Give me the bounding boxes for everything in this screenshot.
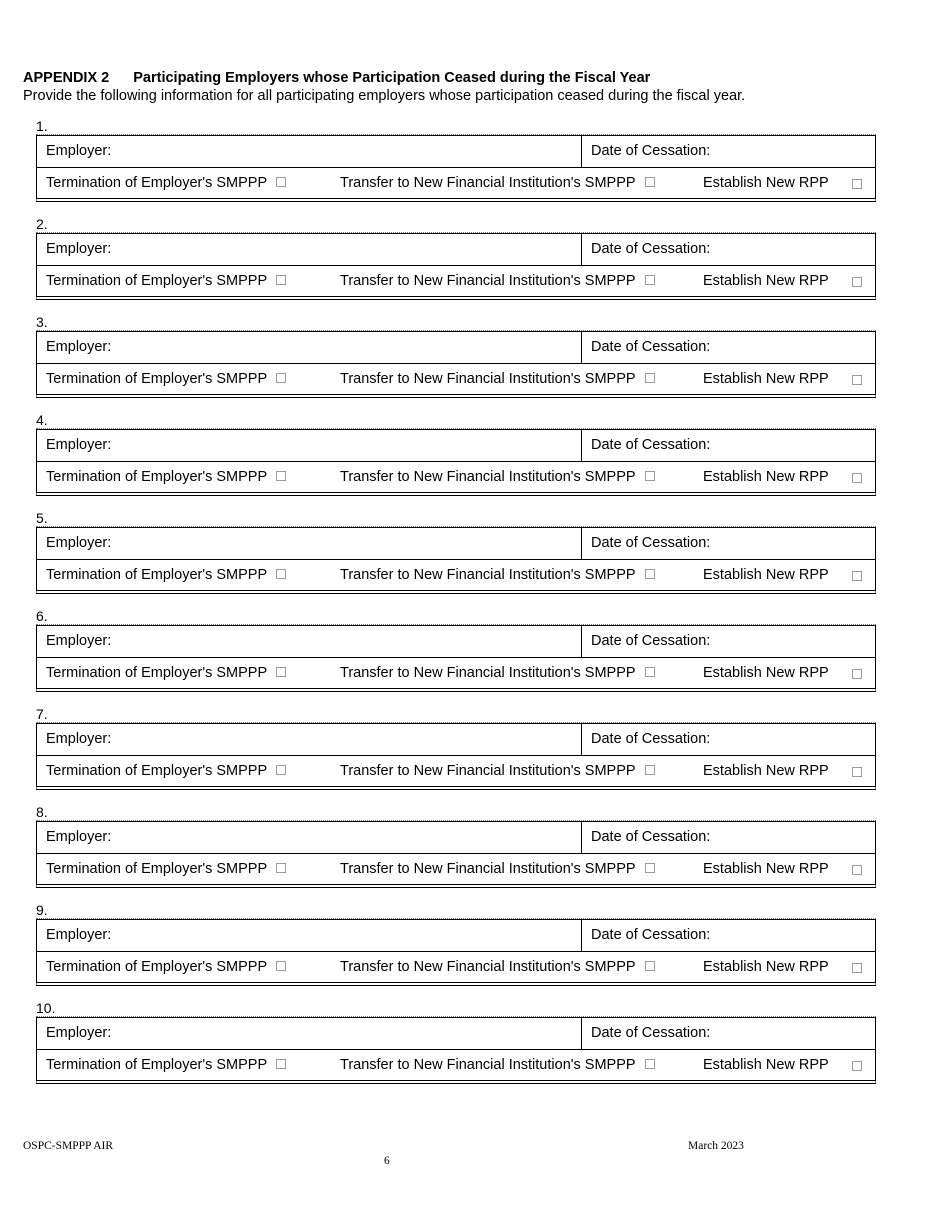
transfer-checkbox[interactable] bbox=[645, 373, 655, 383]
option-termination-label: Termination of Employer's SMPPP bbox=[46, 763, 268, 779]
employer-label: Employer: bbox=[46, 829, 112, 845]
date-of-cessation-label: Date of Cessation: bbox=[591, 731, 711, 747]
entry-number: 1. bbox=[36, 118, 876, 135]
date-of-cessation-field[interactable] bbox=[582, 234, 875, 265]
entry-box bbox=[36, 1017, 876, 1084]
entry-row-details bbox=[37, 136, 875, 168]
transfer-checkbox[interactable] bbox=[645, 765, 655, 775]
date-of-cessation-label: Date of Cessation: bbox=[591, 927, 711, 943]
entry-row-options bbox=[37, 756, 875, 786]
option-transfer-label: Transfer to New Financial Institution's SMPPP bbox=[340, 371, 636, 387]
transfer-checkbox[interactable] bbox=[645, 177, 655, 187]
option-transfer-label: Transfer to New Financial Institution's SMPPP bbox=[340, 763, 636, 779]
employer-field[interactable] bbox=[37, 626, 582, 657]
option-transfer-label: Transfer to New Financial Institution's SMPPP bbox=[340, 959, 636, 975]
option-transfer-label: Transfer to New Financial Institution's SMPPP bbox=[340, 1057, 636, 1073]
page-title bbox=[23, 70, 650, 86]
entry-row-options bbox=[37, 854, 875, 884]
date-of-cessation-field[interactable] bbox=[582, 430, 875, 461]
date-of-cessation-label: Date of Cessation: bbox=[591, 437, 711, 453]
option-termination bbox=[46, 266, 286, 296]
option-new-rpp bbox=[703, 364, 829, 394]
option-new-rpp-label: Establish New RPP bbox=[703, 861, 829, 877]
entry-number: 8. bbox=[36, 804, 876, 821]
employer-label: Employer: bbox=[46, 731, 112, 747]
option-termination-label: Termination of Employer's SMPPP bbox=[46, 861, 268, 877]
employer-label: Employer: bbox=[46, 633, 112, 649]
transfer-checkbox[interactable] bbox=[645, 471, 655, 481]
transfer-checkbox[interactable] bbox=[645, 667, 655, 677]
option-new-rpp bbox=[703, 756, 829, 786]
option-termination bbox=[46, 1050, 286, 1080]
option-new-rpp bbox=[703, 168, 829, 198]
employer-entry-1 bbox=[36, 118, 876, 202]
option-transfer bbox=[340, 462, 655, 492]
option-transfer bbox=[340, 658, 655, 688]
entry-box bbox=[36, 429, 876, 496]
option-termination-label: Termination of Employer's SMPPP bbox=[46, 175, 268, 191]
option-transfer-label: Transfer to New Financial Institution's SMPPP bbox=[340, 567, 636, 583]
employer-entry-9 bbox=[36, 902, 876, 986]
termination-checkbox[interactable] bbox=[276, 569, 286, 579]
option-new-rpp bbox=[703, 462, 829, 492]
page-number: 6 bbox=[384, 1155, 390, 1167]
option-termination bbox=[46, 168, 286, 198]
entry-number: 5. bbox=[36, 510, 876, 527]
termination-checkbox[interactable] bbox=[276, 667, 286, 677]
date-of-cessation-field[interactable] bbox=[582, 920, 875, 951]
employer-entry-3 bbox=[36, 314, 876, 398]
employer-entry-8 bbox=[36, 804, 876, 888]
entry-number: 9. bbox=[36, 902, 876, 919]
option-termination bbox=[46, 560, 286, 590]
termination-checkbox[interactable] bbox=[276, 275, 286, 285]
option-new-rpp-label: Establish New RPP bbox=[703, 959, 829, 975]
option-new-rpp-label: Establish New RPP bbox=[703, 469, 829, 485]
entry-row-details bbox=[37, 528, 875, 560]
option-termination-label: Termination of Employer's SMPPP bbox=[46, 567, 268, 583]
option-termination-label: Termination of Employer's SMPPP bbox=[46, 469, 268, 485]
new-rpp-checkbox[interactable] bbox=[852, 669, 862, 679]
new-rpp-checkbox[interactable] bbox=[852, 865, 862, 875]
option-termination bbox=[46, 658, 286, 688]
entry-row-details bbox=[37, 822, 875, 854]
employer-field[interactable] bbox=[37, 332, 582, 363]
employer-entry-10 bbox=[36, 1000, 876, 1084]
employer-field[interactable] bbox=[37, 234, 582, 265]
employer-field[interactable] bbox=[37, 920, 582, 951]
option-new-rpp bbox=[703, 854, 829, 884]
new-rpp-checkbox[interactable] bbox=[852, 767, 862, 777]
entry-number: 2. bbox=[36, 216, 876, 233]
employer-label: Employer: bbox=[46, 143, 112, 159]
entry-box bbox=[36, 625, 876, 692]
transfer-checkbox[interactable] bbox=[645, 961, 655, 971]
employer-entry-4 bbox=[36, 412, 876, 496]
employer-entry-2 bbox=[36, 216, 876, 300]
option-new-rpp-label: Establish New RPP bbox=[703, 1057, 829, 1073]
entry-row-options bbox=[37, 952, 875, 982]
date-of-cessation-label: Date of Cessation: bbox=[591, 633, 711, 649]
entry-box bbox=[36, 331, 876, 398]
option-new-rpp-label: Establish New RPP bbox=[703, 567, 829, 583]
new-rpp-checkbox[interactable] bbox=[852, 179, 862, 189]
option-transfer bbox=[340, 364, 655, 394]
employer-entry-7 bbox=[36, 706, 876, 790]
employer-label: Employer: bbox=[46, 1025, 112, 1041]
employer-label: Employer: bbox=[46, 535, 112, 551]
employer-label: Employer: bbox=[46, 927, 112, 943]
date-of-cessation-field[interactable] bbox=[582, 136, 875, 167]
appendix-label: APPENDIX 2 bbox=[23, 70, 110, 86]
termination-checkbox[interactable] bbox=[276, 961, 286, 971]
option-new-rpp-label: Establish New RPP bbox=[703, 665, 829, 681]
entry-row-details bbox=[37, 626, 875, 658]
option-termination bbox=[46, 952, 286, 982]
date-of-cessation-label: Date of Cessation: bbox=[591, 1025, 711, 1041]
option-transfer-label: Transfer to New Financial Institution's SMPPP bbox=[340, 665, 636, 681]
entry-row-details bbox=[37, 332, 875, 364]
option-transfer bbox=[340, 1050, 655, 1080]
date-of-cessation-field[interactable] bbox=[582, 626, 875, 657]
employer-field[interactable] bbox=[37, 724, 582, 755]
option-new-rpp-label: Establish New RPP bbox=[703, 763, 829, 779]
instructions: Provide the following information for all participating employers whose participation ceased during the fiscal year. bbox=[23, 88, 746, 104]
option-transfer-label: Transfer to New Financial Institution's SMPPP bbox=[340, 273, 636, 289]
option-new-rpp bbox=[703, 1050, 829, 1080]
option-termination-label: Termination of Employer's SMPPP bbox=[46, 959, 268, 975]
date-of-cessation-label: Date of Cessation: bbox=[591, 143, 711, 159]
option-termination bbox=[46, 854, 286, 884]
employer-field[interactable] bbox=[37, 822, 582, 853]
transfer-checkbox[interactable] bbox=[645, 275, 655, 285]
date-of-cessation-field[interactable] bbox=[582, 528, 875, 559]
date-of-cessation-field[interactable] bbox=[582, 822, 875, 853]
employer-field[interactable] bbox=[37, 430, 582, 461]
option-transfer-label: Transfer to New Financial Institution's SMPPP bbox=[340, 175, 636, 191]
entry-number: 4. bbox=[36, 412, 876, 429]
entry-box bbox=[36, 135, 876, 202]
option-new-rpp-label: Establish New RPP bbox=[703, 371, 829, 387]
termination-checkbox[interactable] bbox=[276, 471, 286, 481]
entry-box bbox=[36, 233, 876, 300]
entry-row-options bbox=[37, 1050, 875, 1080]
option-new-rpp bbox=[703, 658, 829, 688]
date-of-cessation-label: Date of Cessation: bbox=[591, 241, 711, 257]
entry-number: 3. bbox=[36, 314, 876, 331]
date-of-cessation-field[interactable] bbox=[582, 1018, 875, 1049]
option-transfer bbox=[340, 266, 655, 296]
employer-label: Employer: bbox=[46, 437, 112, 453]
entry-row-options bbox=[37, 168, 875, 198]
option-new-rpp bbox=[703, 560, 829, 590]
employer-label: Employer: bbox=[46, 241, 112, 257]
termination-checkbox[interactable] bbox=[276, 1059, 286, 1069]
entry-row-options bbox=[37, 462, 875, 492]
entry-row-options bbox=[37, 658, 875, 688]
option-transfer bbox=[340, 560, 655, 590]
date-of-cessation-label: Date of Cessation: bbox=[591, 535, 711, 551]
new-rpp-checkbox[interactable] bbox=[852, 963, 862, 973]
date-of-cessation-field[interactable] bbox=[582, 332, 875, 363]
new-rpp-checkbox[interactable] bbox=[852, 473, 862, 483]
transfer-checkbox[interactable] bbox=[645, 569, 655, 579]
new-rpp-checkbox[interactable] bbox=[852, 1061, 862, 1071]
new-rpp-checkbox[interactable] bbox=[852, 375, 862, 385]
option-new-rpp bbox=[703, 952, 829, 982]
termination-checkbox[interactable] bbox=[276, 177, 286, 187]
option-termination bbox=[46, 462, 286, 492]
entry-row-details bbox=[37, 724, 875, 756]
option-transfer bbox=[340, 168, 655, 198]
termination-checkbox[interactable] bbox=[276, 863, 286, 873]
option-new-rpp-label: Establish New RPP bbox=[703, 273, 829, 289]
option-transfer bbox=[340, 756, 655, 786]
employer-entry-5 bbox=[36, 510, 876, 594]
appendix-title: Participating Employers whose Participation Ceased during the Fiscal Year bbox=[133, 70, 651, 86]
entry-row-details bbox=[37, 1018, 875, 1050]
transfer-checkbox[interactable] bbox=[645, 863, 655, 873]
option-new-rpp bbox=[703, 266, 829, 296]
employer-entry-6 bbox=[36, 608, 876, 692]
option-termination-label: Termination of Employer's SMPPP bbox=[46, 273, 268, 289]
entry-box bbox=[36, 723, 876, 790]
option-termination bbox=[46, 364, 286, 394]
new-rpp-checkbox[interactable] bbox=[852, 571, 862, 581]
employer-field[interactable] bbox=[37, 528, 582, 559]
footer-date: March 2023 bbox=[688, 1140, 744, 1152]
option-termination-label: Termination of Employer's SMPPP bbox=[46, 665, 268, 681]
option-transfer-label: Transfer to New Financial Institution's SMPPP bbox=[340, 469, 636, 485]
entry-number: 7. bbox=[36, 706, 876, 723]
option-transfer bbox=[340, 854, 655, 884]
option-transfer-label: Transfer to New Financial Institution's SMPPP bbox=[340, 861, 636, 877]
termination-checkbox[interactable] bbox=[276, 765, 286, 775]
option-termination bbox=[46, 756, 286, 786]
entry-box bbox=[36, 527, 876, 594]
new-rpp-checkbox[interactable] bbox=[852, 277, 862, 287]
date-of-cessation-label: Date of Cessation: bbox=[591, 829, 711, 845]
entry-box bbox=[36, 821, 876, 888]
option-termination-label: Termination of Employer's SMPPP bbox=[46, 1057, 268, 1073]
employer-field[interactable] bbox=[37, 1018, 582, 1049]
entry-box bbox=[36, 919, 876, 986]
entry-row-details bbox=[37, 234, 875, 266]
transfer-checkbox[interactable] bbox=[645, 1059, 655, 1069]
entry-row-options bbox=[37, 364, 875, 394]
date-of-cessation-field[interactable] bbox=[582, 724, 875, 755]
date-of-cessation-label: Date of Cessation: bbox=[591, 339, 711, 355]
entry-number: 10. bbox=[36, 1000, 876, 1017]
footer-form-id: OSPC-SMPPP AIR bbox=[23, 1140, 114, 1152]
entry-row-options bbox=[37, 560, 875, 590]
entry-row-details bbox=[37, 920, 875, 952]
entry-row-details bbox=[37, 430, 875, 462]
option-transfer bbox=[340, 952, 655, 982]
entry-number: 6. bbox=[36, 608, 876, 625]
employer-field[interactable] bbox=[37, 136, 582, 167]
employer-label: Employer: bbox=[46, 339, 112, 355]
entry-row-options bbox=[37, 266, 875, 296]
option-termination-label: Termination of Employer's SMPPP bbox=[46, 371, 268, 387]
option-new-rpp-label: Establish New RPP bbox=[703, 175, 829, 191]
termination-checkbox[interactable] bbox=[276, 373, 286, 383]
